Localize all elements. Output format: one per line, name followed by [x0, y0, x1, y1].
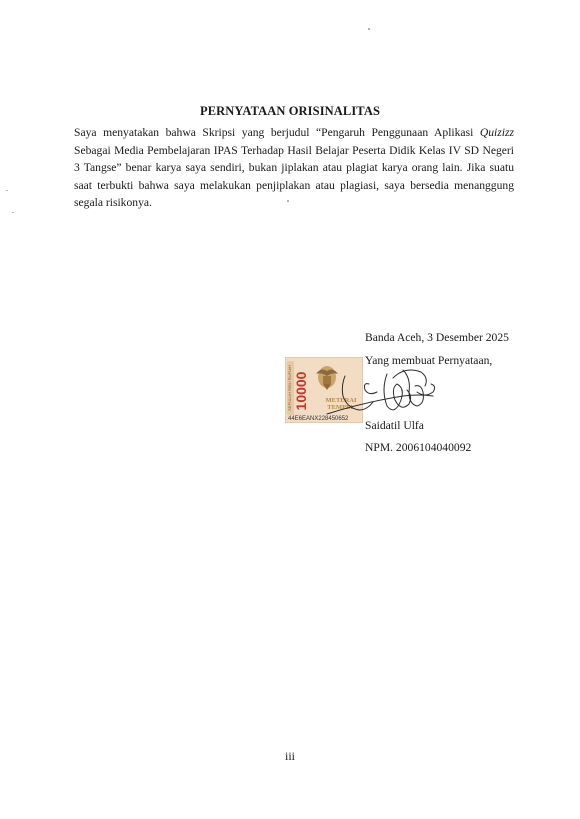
meterai-label-1: METERAI — [325, 397, 357, 404]
signer-npm: NPM. 2006104040092 — [365, 441, 472, 454]
statement-text-start: Saya menyatakan bahwa Skripsi yang berjudul “Pengaruh Penggunaan Aplikasi — [74, 126, 480, 139]
scan-speck — [287, 200, 289, 202]
signer-name: Saidatil Ulfa — [365, 419, 424, 432]
statement-italic-term: Quizizz — [479, 126, 514, 139]
meterai-side-text: SEPULUH RIBU RUPIAH — [287, 365, 292, 411]
scan-speck — [12, 212, 14, 213]
place-date: Banda Aceh, 3 Desember 2025 — [365, 331, 509, 344]
maker-label: Yang membuat Pernyataan, — [365, 354, 493, 367]
meterai-value: 10000 — [293, 371, 309, 411]
scan-speck — [368, 28, 370, 30]
page-title: PERNYATAAN ORISINALITAS — [200, 104, 380, 118]
statement-text-end: Sebagai Media Pembelajaran IPAS Terhadap Hasil Belajar Peserta Didik Kelas IV SD Negeri 3 Tangse” benar karya saya sendiri, bukan jiplakan atau plagiat karya orang lain. Jika suatu saat terbukti bahwa saya melakukan penjiplakan atau plagiasi, saya bersedia menanggung segala risikonya. — [74, 143, 514, 209]
scan-speck — [6, 190, 8, 191]
meterai-serial: 44E6EANX228450652 — [288, 416, 349, 422]
page-number: iii — [284, 749, 295, 763]
meterai-label-2: TEMPEL — [327, 404, 355, 411]
statement-paragraph — [74, 124, 514, 212]
handwritten-signature — [325, 362, 443, 424]
